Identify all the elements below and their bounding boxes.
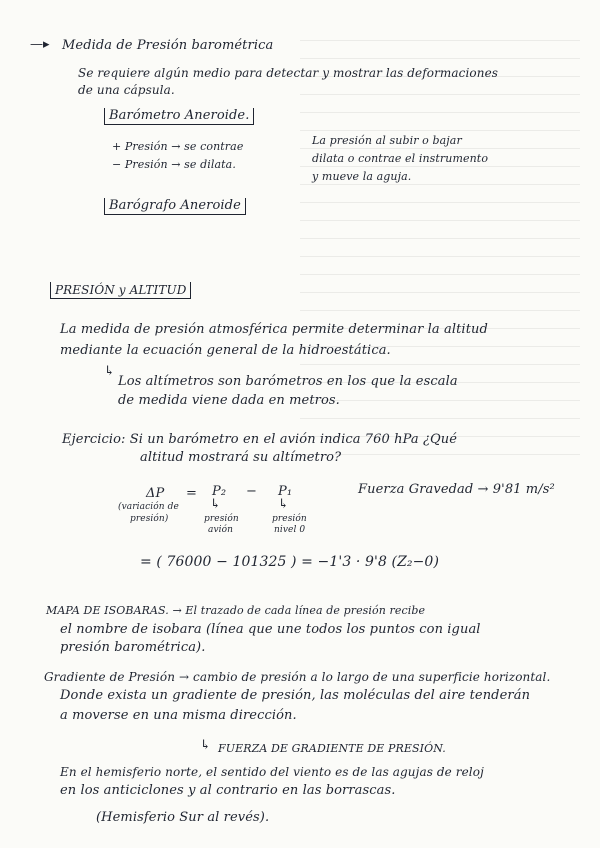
formula-equals: = bbox=[186, 486, 197, 501]
exercise-line: Ejercicio: Si un barómetro en el avión indica 760 hPa ¿Qué bbox=[62, 432, 458, 447]
gradient-line: Gradiente de Presión → cambio de presión a lo largo de una superficie horizontal. bbox=[44, 670, 551, 684]
formula-minus: − bbox=[246, 484, 257, 499]
formula-note: nivel 0 bbox=[274, 525, 306, 535]
section-title-barometric: Medida de Presión barométrica bbox=[62, 38, 274, 53]
formula-note: presión) bbox=[130, 514, 169, 524]
hemisphere-line: En el hemisferio norte, el sentido del viento es de las agujas de reloj bbox=[60, 765, 484, 779]
isobar-line: el nombre de isobara (línea que une todos los puntos con igual bbox=[60, 622, 481, 637]
formula-note: avión bbox=[208, 525, 234, 535]
boxed-heading-barografo: Barógrafo Aneroide bbox=[104, 198, 246, 215]
text-line: Se requiere algún medio para detectar y mostrar las deformaciones bbox=[78, 66, 499, 80]
section-title-altitude: PRESIÓN y ALTITUD bbox=[50, 282, 191, 299]
bleed-through-texture bbox=[300, 40, 580, 500]
text-line: de medida viene dada en metros. bbox=[118, 393, 340, 408]
formula-note: presión bbox=[272, 514, 307, 524]
isobar-line: presión barométrica). bbox=[60, 640, 206, 655]
hemisphere-line: en los anticiclones y al contrario en las borrascas. bbox=[60, 783, 396, 798]
sub-arrow-icon: ↳ bbox=[210, 497, 221, 512]
isobar-line: MAPA DE ISOBARAS. → El trazado de cada línea de presión recibe bbox=[46, 604, 426, 617]
hemisphere-line: (Hemisferio Sur al revés). bbox=[96, 810, 270, 825]
force-heading: FUERZA DE GRADIENTE DE PRESIÓN. bbox=[218, 742, 446, 755]
text-line: mediante la ecuación general de la hidroestática. bbox=[60, 343, 391, 358]
text-line: La medida de presión atmosférica permite determinar la altitud bbox=[60, 322, 488, 337]
formula-note: (variación de bbox=[118, 502, 179, 512]
gravity-note: Fuerza Gravedad → 9'81 m/s² bbox=[358, 482, 555, 497]
formula-delta-p: ΔP bbox=[146, 486, 165, 501]
gradient-line: Donde exista un gradiente de presión, las moléculas del aire tenderán bbox=[60, 688, 531, 703]
text-line: Los altímetros son barómetros en los que la escala bbox=[118, 374, 458, 389]
text-line: La presión al subir o bajar bbox=[312, 134, 462, 147]
gradient-line: a moverse en una misma dirección. bbox=[60, 708, 297, 723]
boxed-heading-barometro: Barómetro Aneroide. bbox=[104, 108, 254, 125]
calculation-line: = ( 76000 − 101325 ) = −1'3 · 9'8 (Z₂−0) bbox=[140, 554, 440, 570]
sub-arrow-icon: ↳ bbox=[278, 497, 289, 512]
text-line: − Presión → se dilata. bbox=[112, 158, 236, 171]
text-line: dilata o contrae el instrumento bbox=[312, 152, 489, 165]
text-line: de una cápsula. bbox=[78, 83, 175, 97]
text-line: y mueve la aguja. bbox=[312, 170, 412, 183]
sub-arrow-icon: ↳ bbox=[200, 738, 211, 753]
formula-note: presión bbox=[204, 514, 239, 524]
sub-arrow-icon: ↳ bbox=[104, 364, 115, 379]
exercise-line: altitud mostrará su altímetro? bbox=[140, 450, 342, 465]
bullet-arrow-icon: —▸ bbox=[30, 37, 50, 52]
formula-p1: P₁ bbox=[278, 484, 293, 499]
formula-p2: P₂ bbox=[212, 484, 227, 499]
text-line: + Presión → se contrae bbox=[112, 140, 244, 153]
